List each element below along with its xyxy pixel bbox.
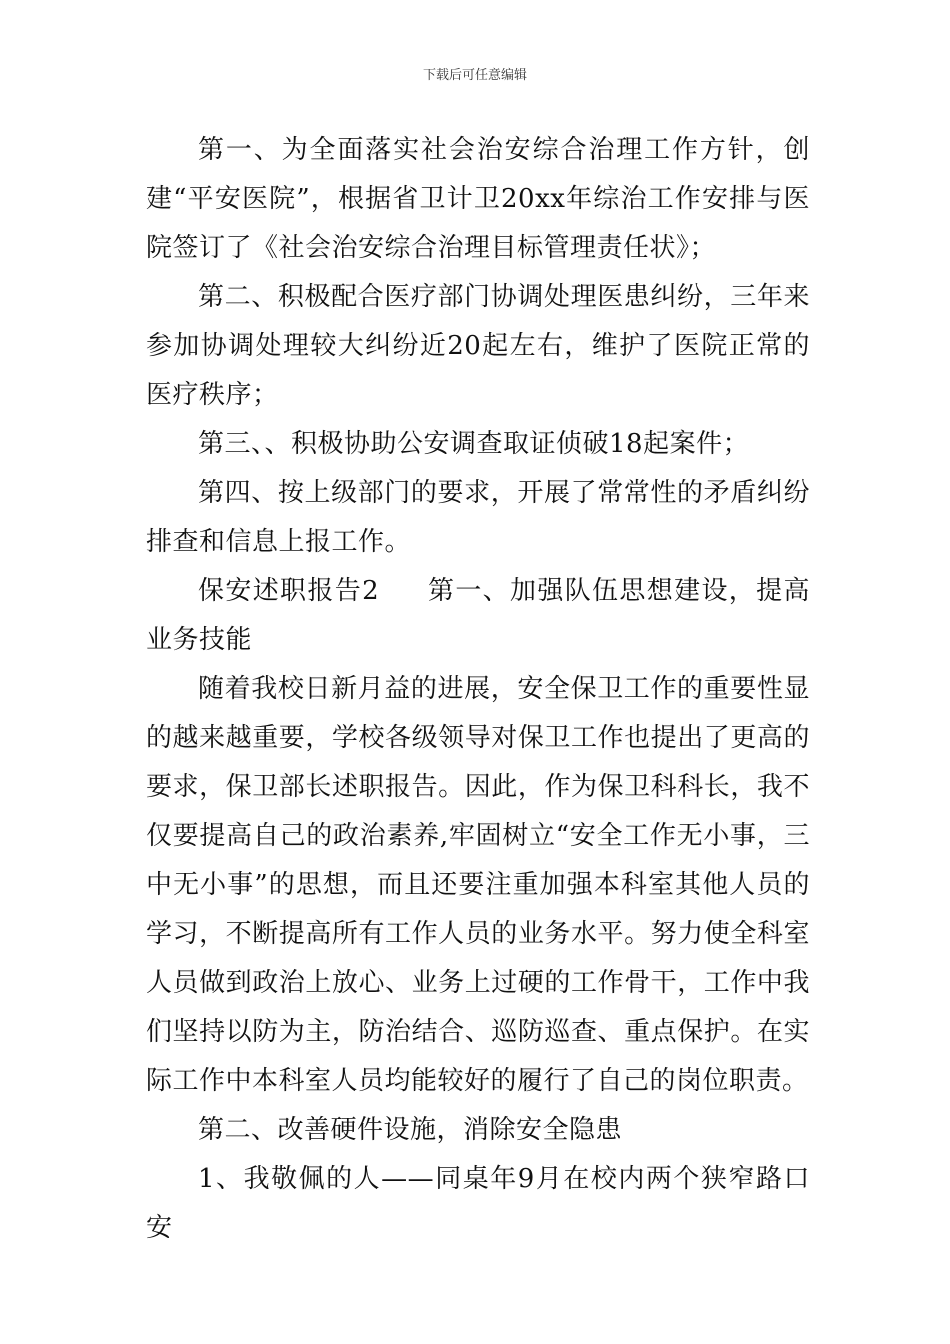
- section-heading-1: 第一、加强队伍思想建设，提高业务技能: [146, 576, 810, 655]
- paragraph-8: 1、我敬佩的人——同桌年9月在校内两个狭窄路口安: [146, 1164, 810, 1243]
- paragraph-4: 第四、按上级部门的要求，开展了常常性的矛盾纠纷排查和信息上报工作。: [146, 478, 810, 557]
- page-header-note: 下载后可任意编辑: [422, 68, 527, 83]
- paragraph-7: 第二、改善硬件设施，消除安全隐患: [198, 1115, 623, 1145]
- paragraph-6: 随着我校日新月益的进展，安全保卫工作的重要性显的越来越重要，学校各级领导对保卫工作也提出了更高的要求，保卫部长述职报告。因此，作为保卫科科长，我不仅要提高自己的政治素养,牢固树立“安全工作无小事，三中无小事”的思想，而且还要注重加强本科室其他人员的学习，不断提高所有工作人员的业务水平。努力使全科室人员做到政治上放心、业务上过硬的工作骨干，工作中我们坚持以防为主，防治结合、巡防巡查、重点保护。在实际工作中本科室人员均能较好的履行了自己的岗位职责。: [146, 674, 810, 1096]
- paragraph-2: 第二、积极配合医疗部门协调处理医患纠纷，三年来参加协调处理较大纠纷近20起左右，维护了医院正常的医疗秩序；: [146, 282, 810, 410]
- paragraph-3: 第三、、积极协助公安调查取证侦破18起案件；: [198, 429, 750, 459]
- report-title: 保安述职报告2: [198, 576, 380, 606]
- paragraph-1: 第一、为全面落实社会治安综合治理工作方针，创建“平安医院”，根据省卫计卫20xx年综治工作安排与医院签订了《社会治安综合治理目标管理责任状》；: [146, 135, 810, 263]
- paragraph-5: [146, 567, 810, 665]
- document-body: [146, 126, 810, 1253]
